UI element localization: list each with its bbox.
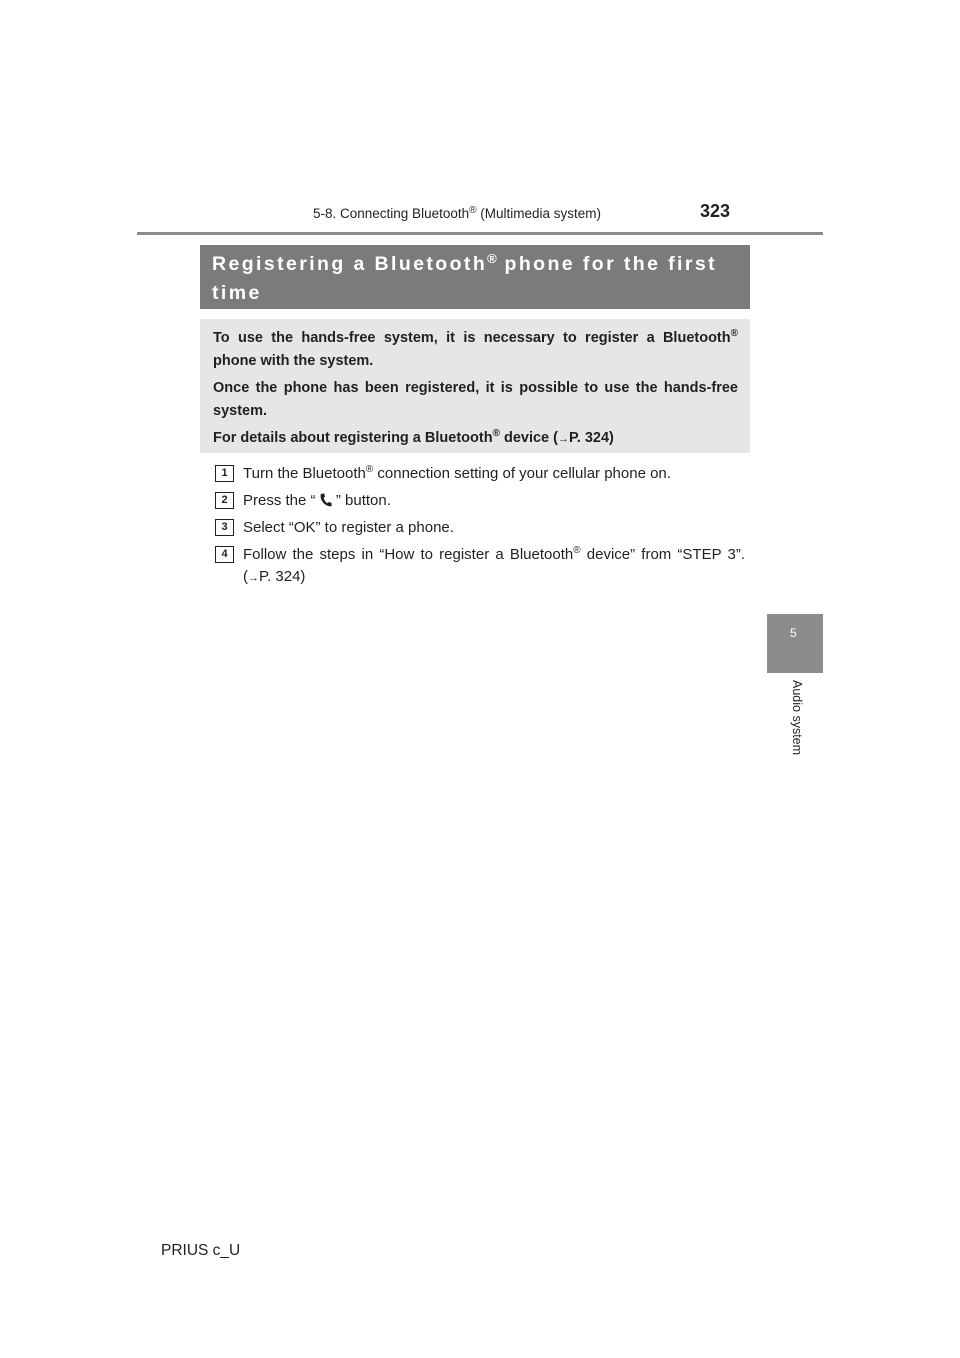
chapter-text: 5-8. Connecting Bluetooth xyxy=(313,206,470,221)
step-text-part: Turn the Bluetooth xyxy=(243,465,366,482)
header-divider xyxy=(137,232,823,235)
intro-paragraph-1 xyxy=(213,327,738,373)
step-text xyxy=(243,544,745,589)
chapter-tab-number: 5 xyxy=(790,626,797,640)
intro-text: device ( xyxy=(499,430,558,446)
step-number: 1 xyxy=(215,465,234,482)
intro-text: To use the hands-free system, it is necessary to register a Bluetooth xyxy=(213,330,731,346)
chapter-heading xyxy=(313,206,601,221)
registered-mark: ® xyxy=(469,205,477,216)
registered-mark: ® xyxy=(730,328,738,339)
step-number: 3 xyxy=(215,519,234,536)
intro-paragraph-3 xyxy=(213,427,738,451)
chapter-subtext: (Multimedia system) xyxy=(476,206,602,221)
arrow-icon: → xyxy=(557,433,569,445)
section-title xyxy=(200,245,750,309)
step-item xyxy=(215,517,745,539)
step-text-part: device” from “STEP 3”. ( xyxy=(243,546,745,585)
step-text-part: Follow the steps in “How to register a Bluetooth xyxy=(243,546,574,563)
step-text: Select “OK” to register a phone. xyxy=(243,519,454,536)
step-item xyxy=(215,463,745,485)
step-number: 4 xyxy=(215,546,234,563)
page-reference-link[interactable]: P. 324) xyxy=(259,568,306,585)
model-code: PRIUS c_U xyxy=(161,1242,241,1259)
page-reference-link[interactable]: P. 324) xyxy=(568,430,614,446)
chapter-tab xyxy=(767,614,823,673)
registered-mark: ® xyxy=(365,464,374,475)
intro-text: phone with the system. xyxy=(213,353,374,369)
step-text xyxy=(243,463,745,485)
section-title-text-end: phone for the first time xyxy=(212,253,717,304)
step-text-part: Press the “ xyxy=(243,492,320,509)
intro-paragraph-2: Once the phone has been registered, it is possible to use the hands-free system. xyxy=(213,380,738,419)
intro-box xyxy=(200,319,750,453)
registered-mark: ® xyxy=(487,251,497,266)
step-number: 2 xyxy=(215,492,234,509)
section-title-text: Registering a Bluetooth xyxy=(212,253,488,275)
step-item xyxy=(215,490,745,512)
phone-icon xyxy=(320,493,332,507)
step-item xyxy=(215,544,745,589)
registered-mark: ® xyxy=(492,428,500,439)
page-number: 323 xyxy=(700,201,731,221)
step-text-part: connection setting of your cellular phone on. xyxy=(373,465,671,482)
step-text xyxy=(243,490,745,512)
registered-mark: ® xyxy=(573,545,581,556)
arrow-icon: → xyxy=(248,572,259,584)
step-text-part: ” button. xyxy=(331,492,391,509)
intro-text: For details about registering a Bluetooth xyxy=(213,430,493,446)
chapter-tab-label: Audio system xyxy=(790,680,804,756)
